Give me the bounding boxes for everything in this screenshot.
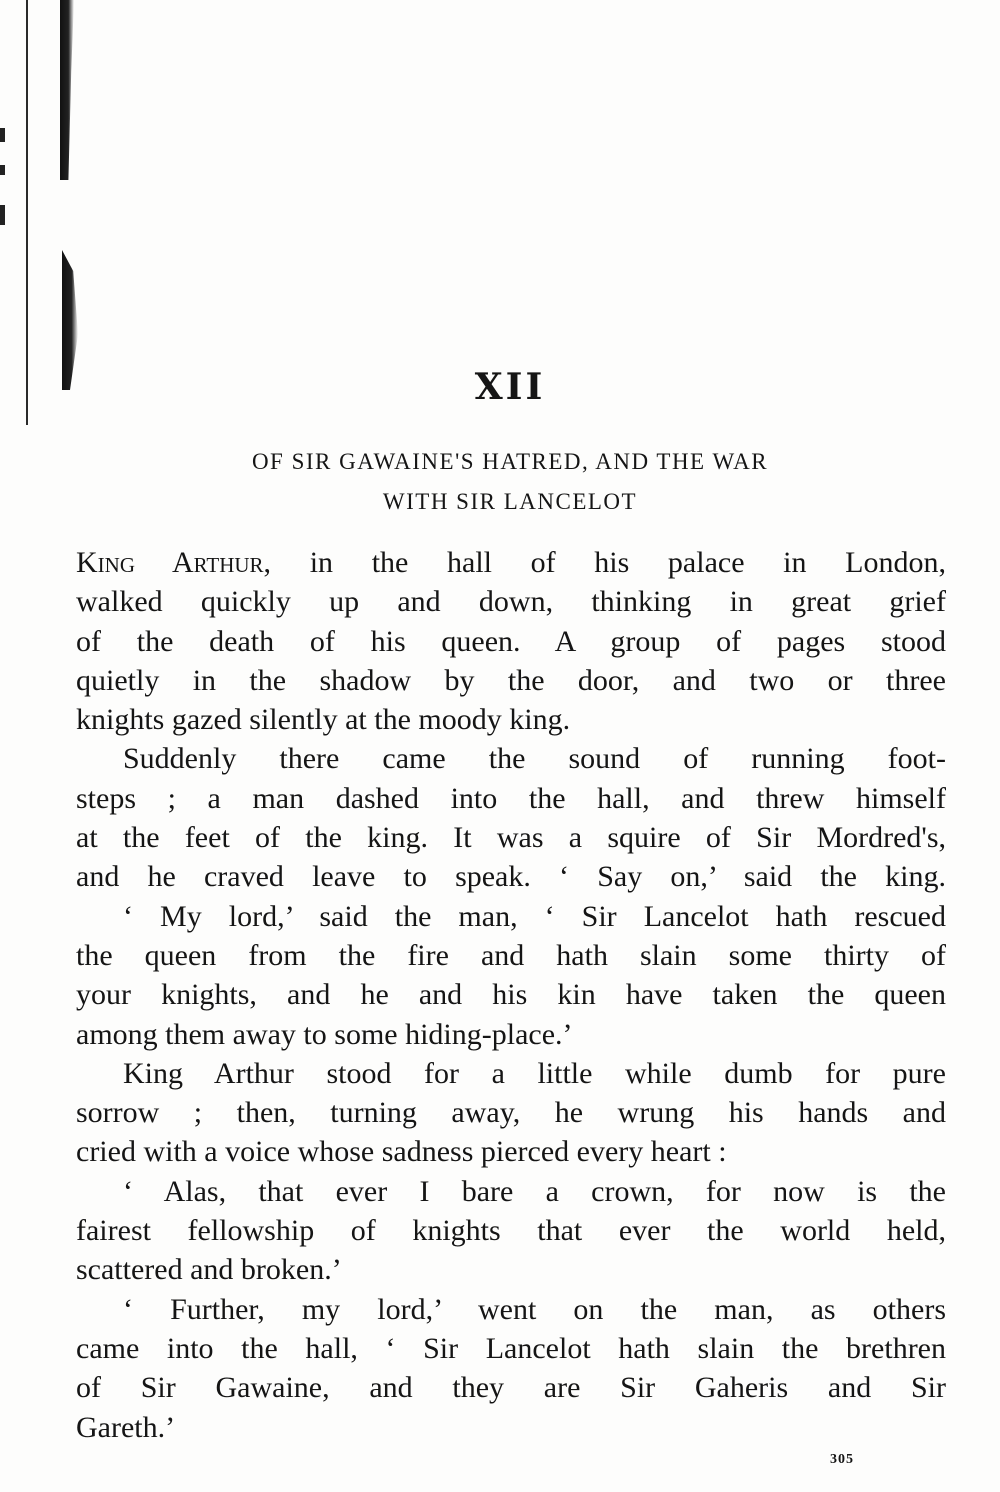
- chapter-title-line: WITH SIR LANCELOT: [382, 489, 638, 514]
- text-line: scattered and broken.’: [76, 1253, 342, 1287]
- opening-name: King Arthur,: [76, 546, 272, 579]
- text-line: of the death of his queen. A group of pages stood: [76, 624, 946, 658]
- chapter-title-line: OF SIR GAWAINE'S HATRED, AND THE WAR: [251, 449, 769, 474]
- text-line: King Arthur, in the hall of his palace in London,: [76, 546, 946, 579]
- chapter-title: [150, 442, 870, 522]
- text-line: the queen from the fire and hath slain some thirty of: [76, 938, 946, 972]
- binding-mark-top: [60, 0, 74, 180]
- text-line: knights gazed silently at the moody king.: [76, 703, 571, 737]
- text-line: your knights, and he and his kin have taken the queen: [76, 978, 946, 1012]
- text-line: at the feet of the king. It was a squire of Sir Mordred's,: [76, 821, 946, 855]
- text-line: came into the hall, ‘ Sir Lancelot hath slain the brethren: [76, 1331, 946, 1365]
- text-line: among them away to some hiding-place.’: [76, 1017, 573, 1051]
- edge-mark: [0, 128, 5, 142]
- text-line: of Sir Gawaine, and they are Sir Gaheris and Sir: [76, 1371, 946, 1405]
- text-line: Suddenly there came the sound of running foot-: [123, 742, 946, 776]
- chapter-number: XII: [474, 366, 546, 408]
- text-line: King Arthur stood for a little while dumb for pure: [123, 1056, 946, 1090]
- text-line: Gareth.’: [76, 1410, 176, 1444]
- page-number: 305: [830, 1452, 854, 1467]
- text-line: and he craved leave to speak. ‘ Say on,’ said the king.: [76, 860, 946, 894]
- text-line: fairest fellowship of knights that ever the world held,: [76, 1214, 946, 1248]
- body-text: [76, 543, 946, 1447]
- text-line: ‘ My lord,’ said the man, ‘ Sir Lancelot hath rescued: [123, 899, 946, 933]
- text-line: ‘ Alas, that ever I bare a crown, for now is the: [123, 1174, 946, 1208]
- text-line: cried with a voice whose sadness pierced every heart :: [76, 1135, 727, 1169]
- gutter-shadow-line: [26, 0, 28, 425]
- edge-mark: [0, 205, 5, 225]
- text-line: quietly in the shadow by the door, and two or three: [76, 663, 946, 697]
- text-line: walked quickly up and down, thinking in great grief: [76, 585, 946, 619]
- edge-mark: [0, 165, 5, 175]
- text-line: ‘ Further, my lord,’ went on the man, as others: [123, 1292, 946, 1326]
- text-line: sorrow ; then, turning away, he wrung his hands and: [76, 1096, 946, 1130]
- text-line: steps ; a man dashed into the hall, and threw himself: [76, 781, 946, 815]
